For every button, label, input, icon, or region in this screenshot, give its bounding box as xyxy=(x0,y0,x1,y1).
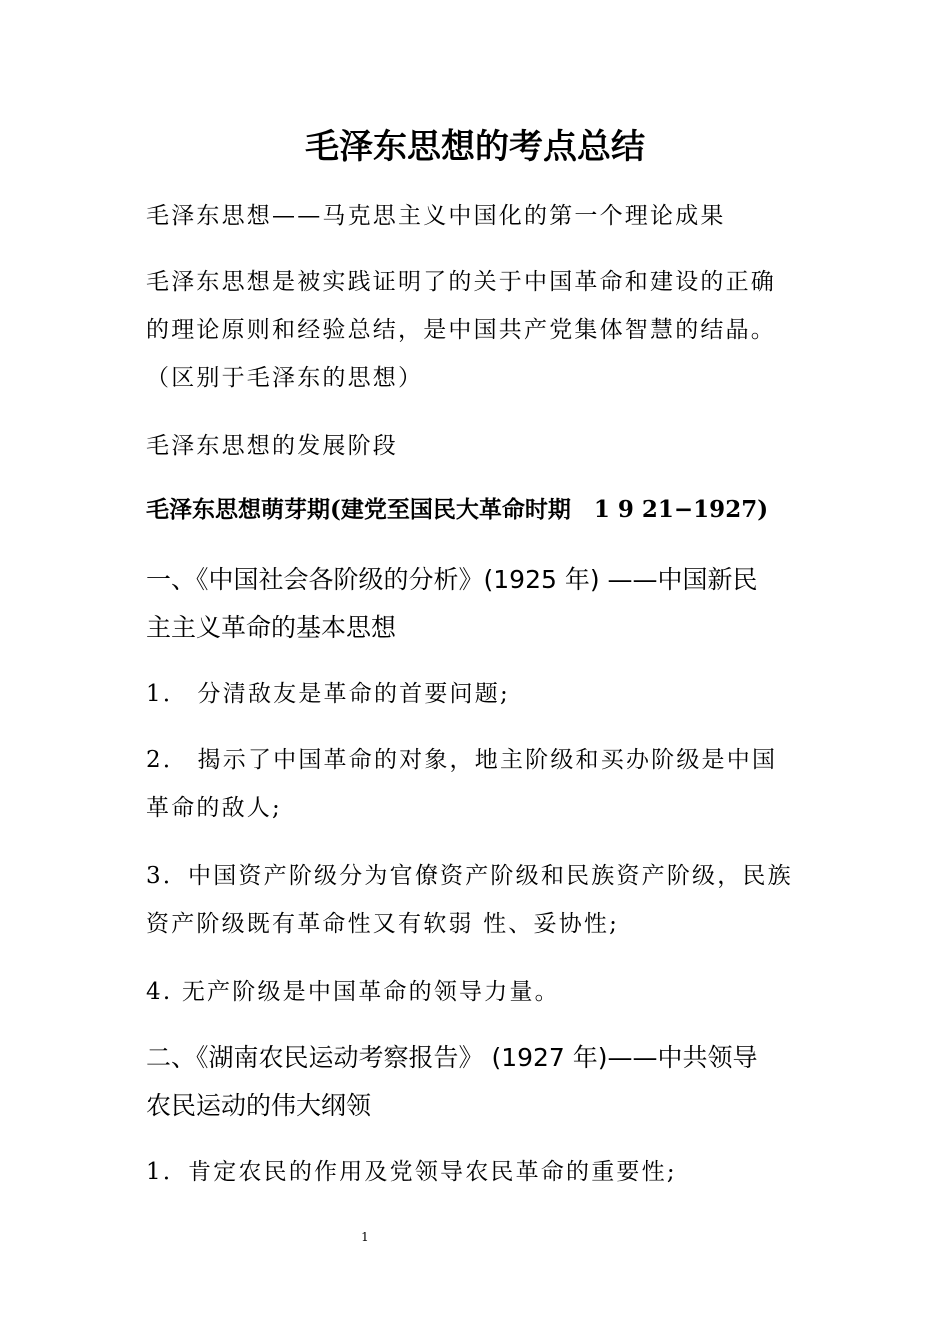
section-2-heading-line-1: 二、《湖南农民运动考察报告》 (1927 年)——中共领导 xyxy=(146,1043,758,1072)
section-1-heading-line-1: 一、《中国社会各阶级的分析》(1925 年) ——中国新民 xyxy=(146,565,758,594)
section-1-item-1: 1． 分清敌友是革命的首要问题; xyxy=(146,681,510,707)
definition-line-1: 毛泽东思想是被实践证明了的关于中国革命和建设的正确 xyxy=(146,269,776,295)
section-1-item-2-line-1: 2． 揭示了中国革命的对象，地主阶级和买办阶级是中国 xyxy=(146,747,778,773)
page-number: 1 xyxy=(361,1230,369,1244)
section-2-heading-line-2: 农民运动的伟大纲领 xyxy=(146,1091,372,1120)
definition-paragraph xyxy=(146,258,816,402)
subtitle-paragraph: 毛泽东思想——马克思主义中国化的第一个理论成果 xyxy=(146,203,726,229)
section-1-item-3-line-2: 资产阶级既有革命性又有软弱 性、妥协性; xyxy=(146,911,620,937)
period-heading: 毛泽东思想萌芽期(建党至国民大革命时期 1 9 21−1927) xyxy=(146,496,769,523)
section-1-item-4: 4. 无产阶级是中国革命的领导力量。 xyxy=(146,979,560,1005)
definition-line-3: （区别于毛泽东的思想） xyxy=(146,365,424,391)
definition-line-2: 的理论原则和经验总结，是中国共产党集体智慧的结晶。 xyxy=(146,317,776,343)
section-1-heading xyxy=(146,556,816,652)
section-2-heading xyxy=(146,1034,816,1130)
document-title: 毛泽东思想的考点总结 xyxy=(305,127,645,167)
stages-heading: 毛泽东思想的发展阶段 xyxy=(146,433,398,459)
section-1-item-3-line-1: 3．中国资产阶级分为官僚资产阶级和民族资产阶级，民族 xyxy=(146,863,793,889)
section-2-item-1: 1．肯定农民的作用及党领导农民革命的重要性; xyxy=(146,1159,677,1185)
section-1-item-3 xyxy=(146,852,816,948)
section-1-item-2 xyxy=(146,736,816,832)
section-1-heading-line-2: 主主义革命的基本思想 xyxy=(146,613,397,642)
section-1-item-2-line-2: 革命的敌人; xyxy=(146,795,282,821)
